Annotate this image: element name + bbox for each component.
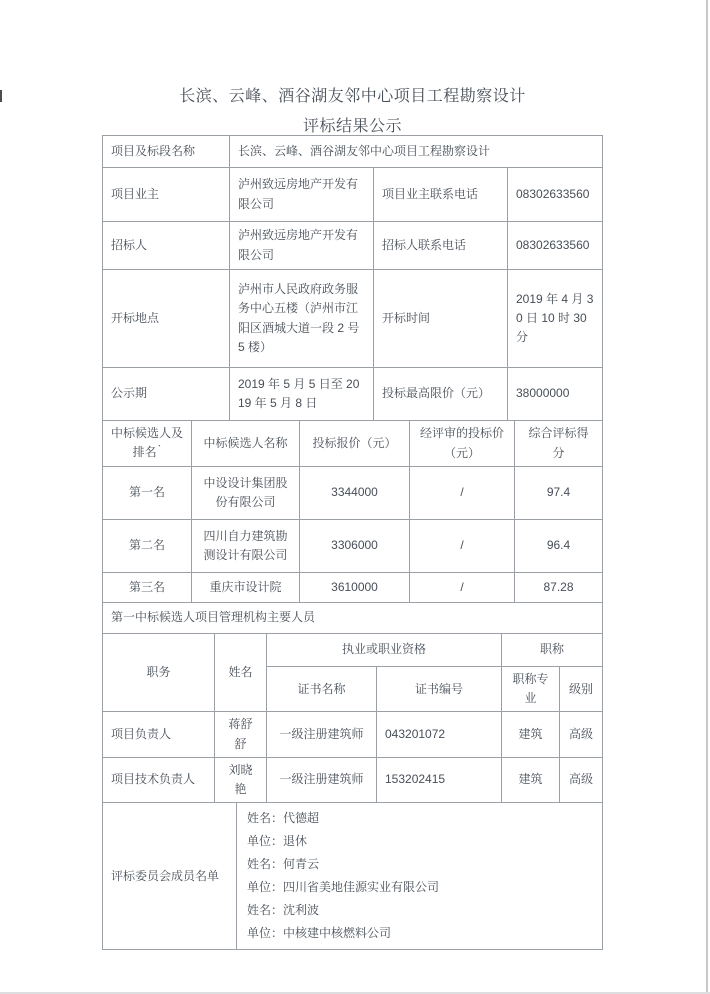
tenderer-value: 泸州致远房地产开发有限公司 <box>230 222 374 270</box>
bid-price-cell: 3344000 <box>300 467 410 520</box>
committee-table <box>102 802 603 950</box>
position-cell: 项目技术负责人 <box>103 757 215 802</box>
table-row <box>103 467 603 520</box>
table-row <box>103 222 603 270</box>
person-name-cell: 刘晓艳 <box>215 757 267 802</box>
project-name-value: 长滨、云峰、酒谷湖友邻中心项目工程勘察设计 <box>230 136 603 168</box>
bid-price-cell: 3306000 <box>300 520 410 573</box>
committee-member-line: 姓名：代德超 <box>247 811 320 826</box>
score-cell: 96.4 <box>515 520 603 573</box>
title-level-header: 级别 <box>560 667 603 712</box>
tenderer-phone-label: 招标人联系电话 <box>374 222 508 270</box>
cert-name-cell: 一级注册建筑师 <box>267 757 377 802</box>
scanner-left-mark <box>0 90 2 102</box>
table-header-row <box>103 634 603 667</box>
table-row <box>103 803 603 950</box>
candidate-name-header: 中标候选人名称 <box>192 421 300 467</box>
owner-label: 项目业主 <box>103 168 230 222</box>
document-title-line1: 长滨、云峰、酒谷湖友邻中心项目工程勘察设计 <box>179 88 526 105</box>
committee-label: 评标委员会成员名单 <box>103 803 237 950</box>
personnel-section-title: 第一中标候选人项目管理机构主要人员 <box>103 603 603 634</box>
rank-cell: 第二名 <box>103 520 192 573</box>
committee-member-line: 单位：中核建中核燃料公司 <box>247 926 392 941</box>
cert-name-cell: 一级注册建筑师 <box>267 712 377 757</box>
title-major-cell: 建筑 <box>502 757 560 802</box>
rank-header-line2: 排名ˋ <box>132 444 162 460</box>
table-row <box>103 603 603 634</box>
max-price-label: 投标最高限价（元） <box>374 368 508 421</box>
committee-member-line: 姓名：沈利波 <box>247 903 320 918</box>
opening-place-label: 开标地点 <box>103 270 230 368</box>
opening-time-value: 2019 年 4 月 30 日 10 时 30 分 <box>508 270 603 368</box>
tenderer-phone-value: 08302633560 <box>508 222 603 270</box>
max-price-value: 38000000 <box>508 368 603 421</box>
table-row <box>103 168 603 222</box>
cert-no-header: 证书编号 <box>377 667 502 712</box>
table-row <box>103 270 603 368</box>
title-major-header: 职称专业 <box>502 667 560 712</box>
evaluated-price-cell: / <box>410 573 515 603</box>
cert-no-cell: 043201072 <box>377 712 502 757</box>
publicity-period-label: 公示期 <box>103 368 230 421</box>
title-level-cell: 高级 <box>560 712 603 757</box>
rank-cell: 第一名 <box>103 467 192 520</box>
table-row <box>103 520 603 573</box>
cert-no-cell: 153202415 <box>377 757 502 802</box>
evaluated-price-cell: / <box>410 467 515 520</box>
bid-price-header: 投标报价（元） <box>300 421 410 467</box>
score-header: 综合评标得分 <box>515 421 603 467</box>
title-major-cell: 建筑 <box>502 712 560 757</box>
table-row <box>103 712 603 757</box>
tenderer-label: 招标人 <box>103 222 230 270</box>
committee-members-list <box>237 803 603 950</box>
evaluated-price-header: 经评审的投标价（元） <box>410 421 515 467</box>
qualification-group-header: 执业或职业资格 <box>267 634 502 667</box>
rank-header <box>103 421 192 467</box>
committee-member-line: 单位：四川省美地佳源实业有限公司 <box>247 880 440 895</box>
opening-place-value: 泸州市人民政府政务服务中心五楼（泸州市江阳区酒城大道一段 2 号 5 楼） <box>230 270 374 368</box>
opening-time-label: 开标时间 <box>374 270 508 368</box>
committee-member-line: 姓名：何青云 <box>247 857 320 872</box>
cert-name-header: 证书名称 <box>267 667 377 712</box>
project-name-label: 项目及标段名称 <box>103 136 230 168</box>
scanner-edge-line <box>706 0 708 994</box>
table-row <box>103 573 603 603</box>
table-row <box>103 368 603 421</box>
document-title-line2: 评标结果公示 <box>302 118 402 135</box>
candidate-name-cell: 重庆市设计院 <box>192 573 300 603</box>
title-group-header: 职称 <box>502 634 603 667</box>
person-name-cell: 蒋舒舒 <box>215 712 267 757</box>
owner-value: 泸州致远房地产开发有限公司 <box>230 168 374 222</box>
rank-cell: 第三名 <box>103 573 192 603</box>
table-row <box>103 136 603 168</box>
owner-phone-label: 项目业主联系电话 <box>374 168 508 222</box>
project-info-table <box>102 135 603 421</box>
publicity-period-value: 2019 年 5 月 5 日至 2019 年 5 月 8 日 <box>230 368 374 421</box>
score-cell: 97.4 <box>515 467 603 520</box>
score-cell: 87.28 <box>515 573 603 603</box>
evaluated-price-cell: / <box>410 520 515 573</box>
table-header-row <box>103 421 603 467</box>
position-cell: 项目负责人 <box>103 712 215 757</box>
handwritten-tick-mark: ˋ <box>157 444 162 457</box>
candidates-table <box>102 420 603 603</box>
personnel-section-title-table <box>102 602 603 634</box>
bid-price-cell: 3610000 <box>300 573 410 603</box>
table-row <box>103 757 603 802</box>
candidate-name-cell: 中设设计集团股份有限公司 <box>192 467 300 520</box>
personnel-table <box>102 633 603 803</box>
announcement-table <box>102 135 603 950</box>
document-title <box>102 82 603 142</box>
person-name-header: 姓名 <box>215 634 267 712</box>
owner-phone-value: 08302633560 <box>508 168 603 222</box>
title-level-cell: 高级 <box>560 757 603 802</box>
committee-member-line: 单位：退休 <box>247 834 308 849</box>
rank-header-line1: 中标候选人及 <box>111 426 184 441</box>
position-header: 职务 <box>103 634 215 712</box>
candidate-name-cell: 四川自力建筑勘测设计有限公司 <box>192 520 300 573</box>
